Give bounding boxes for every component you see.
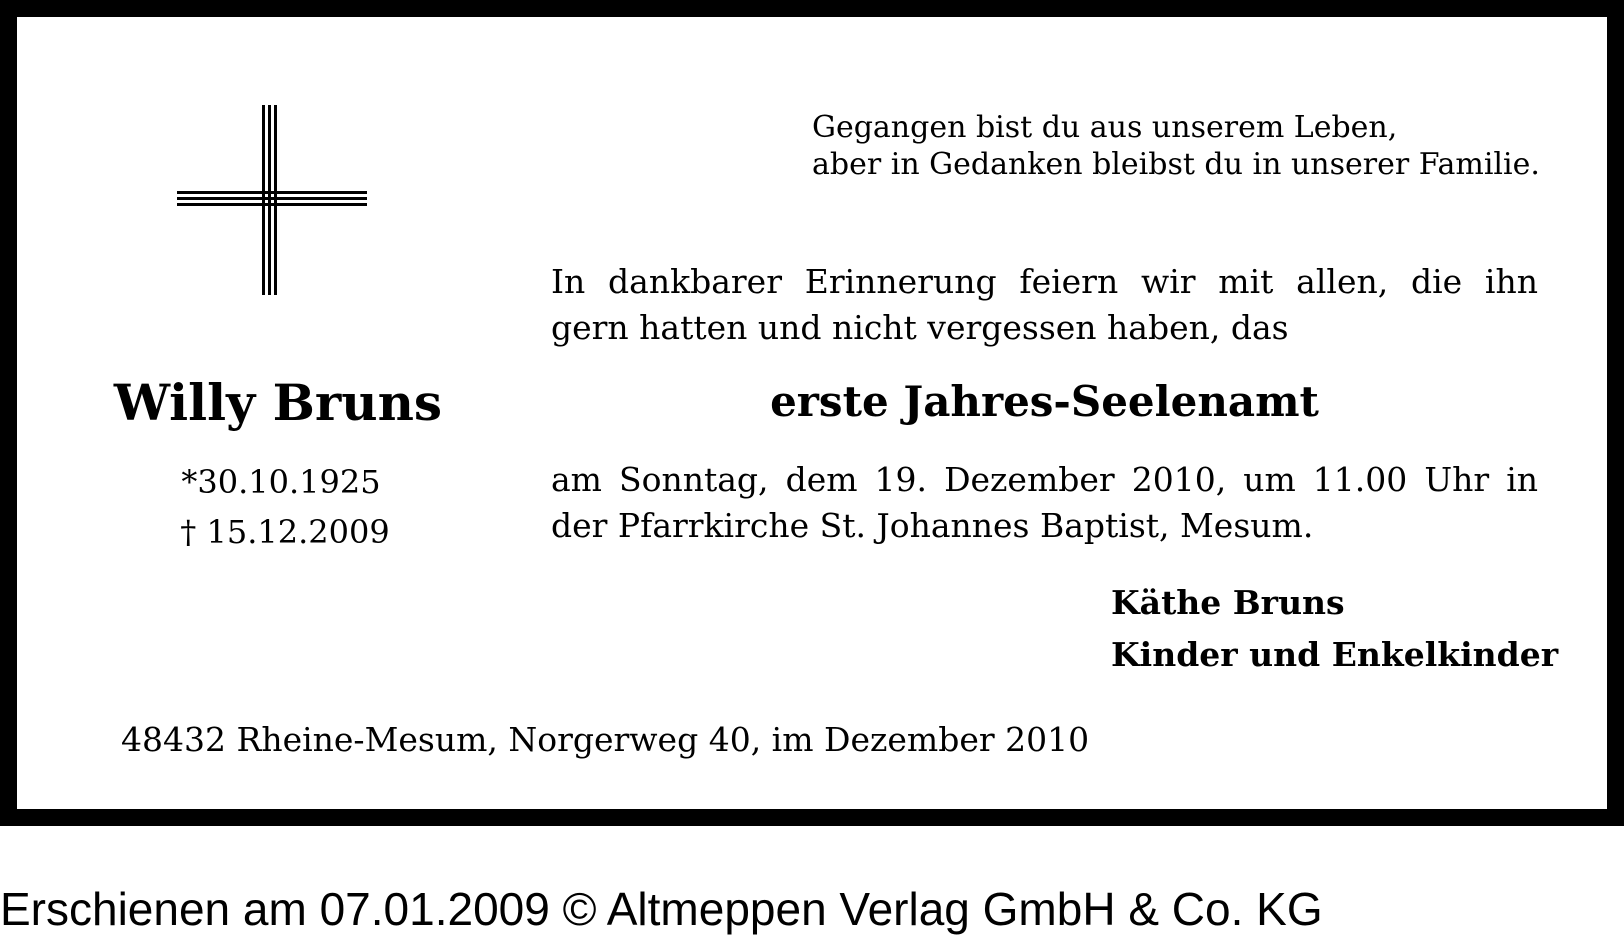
deceased-name: Willy Bruns bbox=[113, 373, 443, 432]
intro-text bbox=[551, 259, 1538, 351]
birth-date: *30.10.1925 bbox=[181, 463, 381, 501]
publication-caption: Erschienen am 07.01.2009 © Altmeppen Verlag GmbH & Co. KG bbox=[0, 883, 1323, 935]
signoff-line-1: Käthe Bruns bbox=[1111, 583, 1345, 622]
details-line-1: am Sonntag, dem 19. Dezember 2010, um 11.00 Uhr in bbox=[551, 460, 1538, 499]
cross-icon bbox=[177, 105, 367, 295]
signoff bbox=[1111, 577, 1558, 681]
service-details bbox=[551, 457, 1538, 549]
memorial-quote bbox=[812, 109, 1540, 183]
signoff-line-2: Kinder und Enkelkinder bbox=[1111, 635, 1559, 674]
quote-line-2: aber in Gedanken bleibst du in unserer Familie. bbox=[812, 147, 1540, 182]
life-dates bbox=[17, 457, 539, 557]
intro-line-1: In dankbarer Erinnerung feiern wir mit allen, die ihn bbox=[551, 262, 1538, 301]
quote-line-1: Gegangen bist du aus unserem Leben, bbox=[812, 110, 1398, 145]
intro-line-2: gern hatten und nicht vergessen haben, das bbox=[551, 308, 1289, 347]
details-line-2: der Pfarrkirche St. Johannes Baptist, Mesum. bbox=[551, 506, 1314, 545]
service-title: erste Jahres-Seelenamt bbox=[770, 377, 1319, 426]
address-line: 48432 Rheine-Mesum, Norgerweg 40, im Dezember 2010 bbox=[121, 720, 1090, 759]
death-date: † 15.12.2009 bbox=[180, 513, 390, 551]
